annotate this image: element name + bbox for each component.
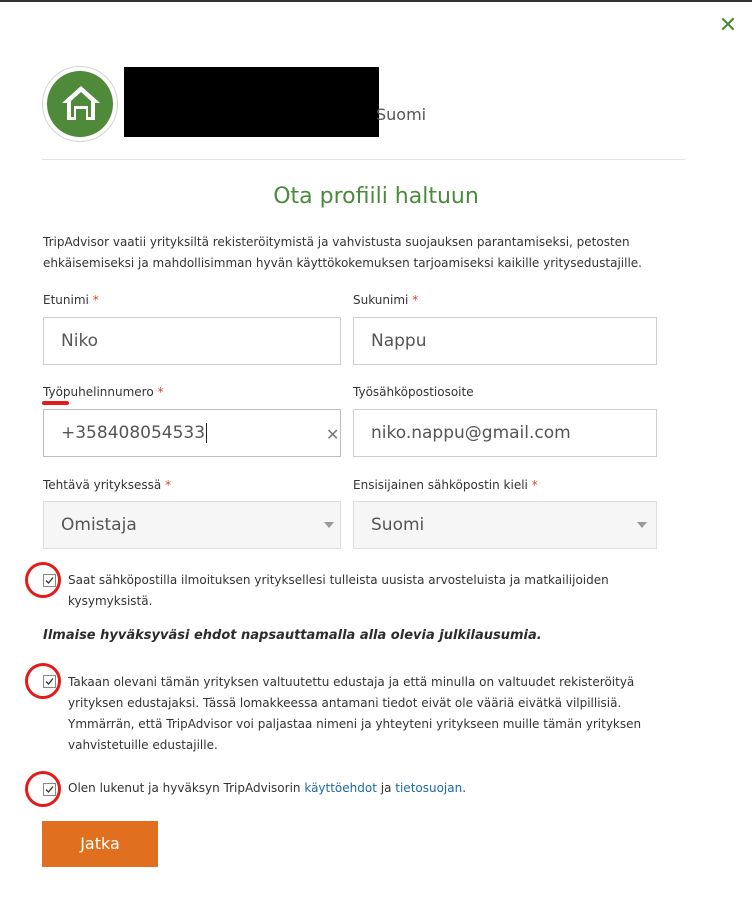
redacted-business-name [124, 67, 379, 137]
business-location: Suomi [376, 105, 427, 124]
terms-checkbox-label: Olen lukenut ja hyväksyn TripAdvisorin käyttöehdot ja tietosuojan. [68, 781, 467, 795]
last-name-label: Sukunimi * [353, 293, 419, 307]
check-icon [45, 576, 54, 585]
role-select[interactable]: Omistaja [43, 501, 341, 549]
agree-heading: Ilmaise hyväksyväsi ehdot napsauttamalla alla olevia julkilausumia. [43, 628, 542, 643]
last-name-field[interactable]: Nappu [353, 317, 657, 365]
divider [42, 159, 685, 160]
language-label: Ensisijainen sähköpostin kieli * [353, 478, 538, 492]
page-title: Ota profiili haltuun [273, 184, 479, 209]
check-icon [45, 785, 54, 794]
first-name-label: Etunimi * [43, 293, 99, 307]
chevron-down-icon [637, 522, 647, 528]
check-icon [45, 677, 54, 686]
clear-icon[interactable]: ✕ [326, 425, 340, 444]
representative-checkbox-label: Takaan olevani tämän yrityksen valtuutettu edustaja ja että minulla on valtuudet rekisteröityä yrityksen edustajaksi. Tässä lomakkeessa antamani tiedot eivät ole vääriä eivätkä vilpillisiä. Ymmärrän, että TripAdvisor voi paljastaa nimeni ja yhteyteni yritykseen muille tämän yrityksen vahvistetuille edustajille. [68, 675, 642, 752]
email-label: Työsähköpostiosoite [353, 385, 474, 399]
annotation-underline [42, 401, 69, 405]
continue-button[interactable]: Jatka [42, 821, 158, 867]
first-name-field[interactable]: Niko [43, 317, 341, 365]
business-logo [42, 66, 118, 142]
notify-checkbox[interactable] [43, 574, 56, 587]
top-border [0, 0, 752, 2]
intro-text: TripAdvisor vaatii yrityksiltä rekisteröitymistä ja vahvistusta suojauksen parantamiseksi, petosten ehkäisemiseksi ja mahdollisimman hyvän käyttökokemuksen tarjoamiseksi kaikille yritysedustajille. [43, 235, 642, 270]
email-field[interactable]: niko.nappu@gmail.com [353, 409, 657, 457]
chevron-down-icon [324, 522, 334, 528]
terms-checkbox[interactable] [43, 783, 56, 796]
representative-checkbox[interactable] [43, 675, 56, 688]
language-select[interactable]: Suomi [353, 501, 657, 549]
phone-field[interactable]: +358408054533 [43, 409, 341, 457]
privacy-link[interactable]: tietosuojan [395, 781, 463, 795]
home-icon [58, 81, 104, 127]
notify-checkbox-label: Saat sähköpostilla ilmoituksen yrityksellesi tulleista uusista arvosteluista ja matkailijoiden kysymyksistä. [68, 573, 609, 608]
close-icon[interactable]: ✕ [718, 13, 738, 38]
terms-link[interactable]: käyttöehdot [304, 781, 377, 795]
phone-label: Työpuhelinnumero * [43, 385, 164, 399]
role-label: Tehtävä yrityksessä * [43, 478, 172, 492]
